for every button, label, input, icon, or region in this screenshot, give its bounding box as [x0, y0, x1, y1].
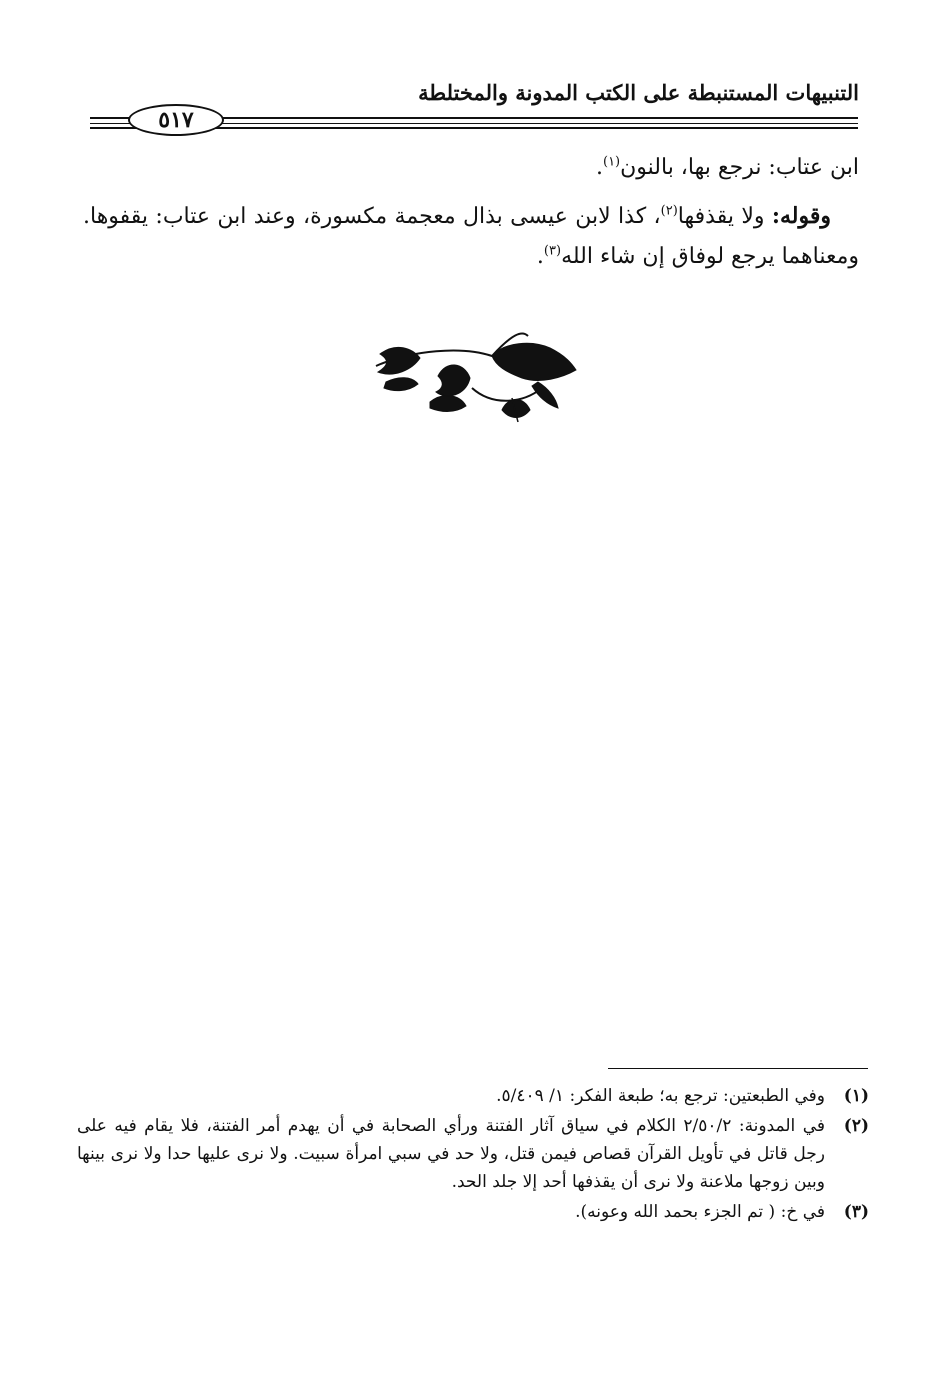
- page-number-badge: ٥١٧: [128, 104, 224, 136]
- floral-tulip-ornament-icon: [372, 326, 580, 424]
- footnote-text: وفي الطبعتين: ترجع به؛ طبعة الفكر: ١/ ٥/٤٠٩.: [496, 1086, 825, 1106]
- para2-mid: ، كذا لابن عيسى بذال معجمة مكسورة، وعند ابن عتاب: يقفوها. ومعناهما يرجع لوفاق إن شاء الله: [83, 204, 859, 269]
- footnote-2: [77, 1112, 869, 1196]
- footnotes-section: [77, 1082, 869, 1228]
- text-paragraph-2: [83, 196, 859, 277]
- footnote-text: في المدونة: ٢/٥٠/٢ الكلام في سياق آثار الفتنة ورأي الصحابة في أن يهدم أمر الفتنة، فلا يقام فيه على رجل قاتل في تأويل القرآن قصاص فيمن قتل، ولا حد في سبي امرأة سبيت. ولا نرى عليها حدا ولا نرى بينها وبين زوجها ملاعنة ولا نرى أن يقذفها أحد إلا جلد الحد.: [77, 1116, 826, 1192]
- footnote-ref-1[interactable]: (١): [602, 154, 621, 170]
- footnote-number: (٣): [843, 1202, 869, 1222]
- para2-quote: ولا يقذفها: [677, 204, 772, 229]
- footnote-3: [77, 1198, 869, 1226]
- footnote-text: في خ: ( تم الجزء بحمد الله وعونه).: [575, 1202, 825, 1222]
- footnote-number: (١): [843, 1086, 869, 1106]
- line1-end: .: [595, 155, 603, 180]
- footnote-separator: [608, 1068, 868, 1069]
- running-header-title: التنبيهات المستنبطة على الكتب المدونة والمختلطة: [418, 80, 859, 105]
- main-text: [83, 148, 859, 277]
- footnote-ref-3[interactable]: (٣): [543, 243, 562, 259]
- keyword-qawluh: وقوله:: [771, 203, 831, 229]
- line1-text: ابن عتاب: نرجع بها، بالنون: [620, 155, 859, 180]
- footnote-number: (٢): [843, 1116, 869, 1136]
- footnote-ref-2[interactable]: (٢): [660, 203, 678, 219]
- footnote-1: [77, 1082, 869, 1110]
- text-line-1: [83, 148, 859, 188]
- para2-end: .: [536, 244, 544, 269]
